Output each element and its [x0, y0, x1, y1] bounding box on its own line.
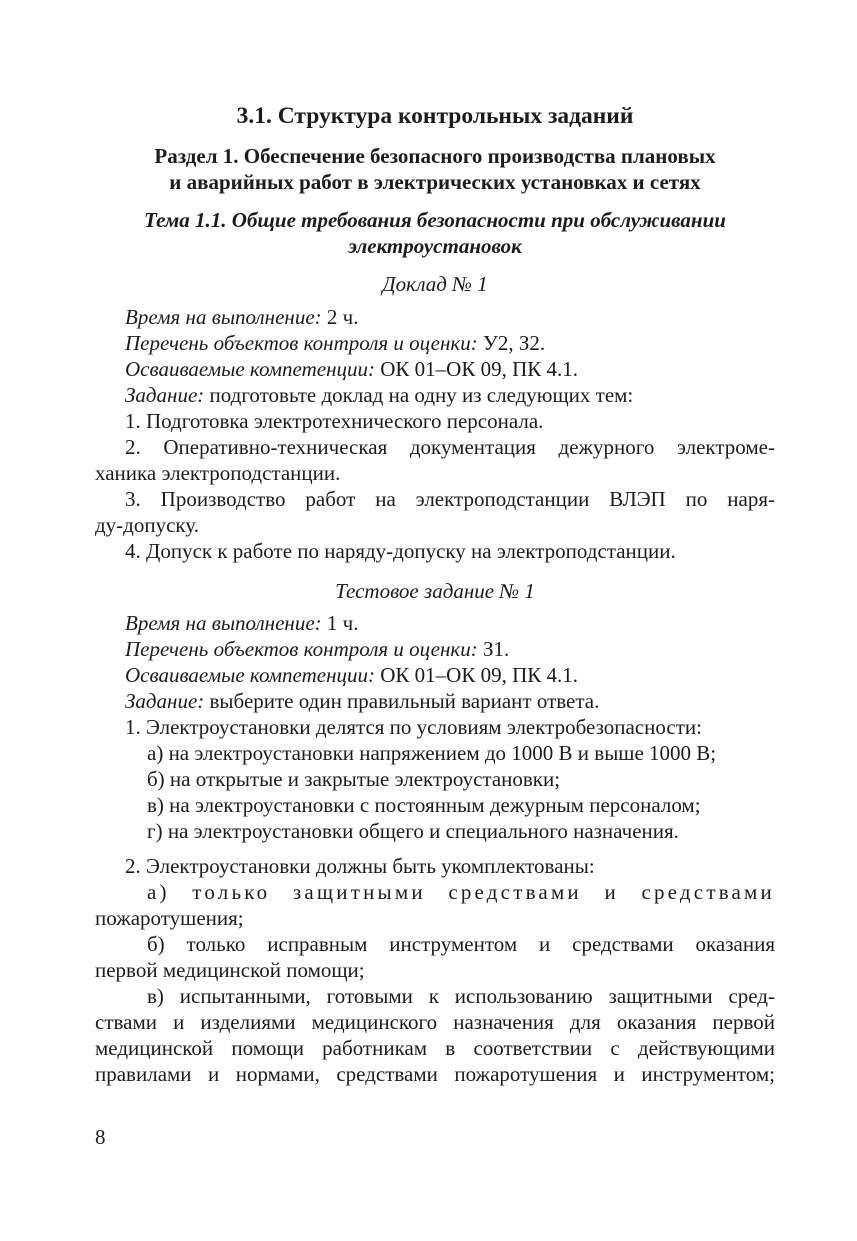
- question-1-option-d: г) на электроустановки общего и специального назначения.: [147, 819, 679, 843]
- report-competencies: [95, 356, 775, 382]
- question-2-option-b-line-2: первой медицинской помощи;: [95, 958, 365, 982]
- report-competencies-label: Осваиваемые компетенции:: [125, 357, 375, 381]
- report-topic-1: 1. Подготовка электротехнического персонала.: [125, 409, 544, 433]
- part-title-line-1: Раздел 1. Обеспечение безопасного производства плановых: [154, 144, 716, 168]
- test-time-value: 1 ч.: [321, 611, 359, 635]
- question-1-option-c: в) на электроустановки с постоянным дежурным персоналом;: [147, 793, 701, 817]
- test-task-value: выберите один правильный вариант ответа.: [204, 689, 600, 713]
- test-objects-label: Перечень объектов контроля и оценки:: [125, 637, 478, 661]
- report-task-value: подготовьте доклад на одну из следующих тем:: [204, 383, 634, 407]
- page-number: 8: [95, 1125, 106, 1149]
- question-2-option-c-line-2: ствами и изделиями медицинского назначения для оказания первой: [95, 1010, 775, 1034]
- report-topic-3-line-1: 3. Производство работ на электроподстанции ВЛЭП по наря-: [125, 487, 775, 511]
- test-competencies-label: Осваиваемые компетенции:: [125, 663, 375, 687]
- report-time-label: Время на выполнение:: [125, 305, 322, 329]
- question-1-option-a: а) на электроустановки напряжением до 1000 В и выше 1000 В;: [147, 741, 717, 765]
- question-2-option-b-line-1: б) только исправным инструментом и средствами оказания: [147, 932, 775, 956]
- part-title-line-2: и аварийных работ в электрических установках и сетях: [169, 170, 701, 194]
- report-topic-4: 4. Допуск к работе по наряду-допуску на электроподстанции.: [125, 539, 676, 563]
- section-title: 3.1. Структура контрольных заданий: [236, 103, 634, 129]
- question-2-option-c-line-4: правилами и нормами, средствами пожаротушения и инструментом;: [95, 1062, 775, 1086]
- report-task: [95, 382, 775, 408]
- test-objects: [95, 636, 775, 662]
- test-objects-value: З1.: [477, 637, 510, 661]
- report-topic-2-line-1: 2. Оперативно-техническая документация дежурного электроме-: [125, 435, 775, 459]
- question-2-option-c-line-3: медицинской помощи работникам в соответствии с действующими: [95, 1036, 775, 1060]
- question-2: 2. Электроустановки должны быть укомплектованы:: [125, 854, 595, 878]
- report-objects-label: Перечень объектов контроля и оценки:: [125, 331, 478, 355]
- test-time: [95, 610, 775, 636]
- question-2-option-a-line-2: пожаротушения;: [95, 906, 244, 930]
- test-competencies-value: ОК 01–ОК 09, ПК 4.1.: [375, 663, 579, 687]
- report-task-label: Задание:: [125, 383, 205, 407]
- question-1-option-b: б) на открытые и закрытые электроустановки;: [147, 767, 561, 791]
- test-title: Тестовое задание № 1: [335, 579, 535, 603]
- test-task: [95, 688, 775, 714]
- question-2-option-a-line-1: а) только защитными средствами и средствами: [147, 880, 775, 904]
- report-objects: [95, 330, 775, 356]
- report-objects-value: У2, З2.: [477, 331, 546, 355]
- report-topic-3-line-2: ду-допуску.: [95, 513, 199, 537]
- question-2-option-c-line-1: в) испытанными, готовыми к использованию защитными сред-: [147, 984, 775, 1008]
- topic-title-line-2: электроустановок: [348, 234, 522, 258]
- topic-title-line-1: Тема 1.1. Общие требования безопасности при обслуживании: [144, 208, 726, 232]
- test-task-label: Задание:: [125, 689, 205, 713]
- report-title: Доклад № 1: [382, 272, 488, 296]
- test-competencies: [95, 662, 775, 688]
- test-time-label: Время на выполнение:: [125, 611, 322, 635]
- question-1: 1. Электроустановки делятся по условиям электробезопасности:: [125, 715, 702, 739]
- report-time-value: 2 ч.: [321, 305, 359, 329]
- report-topic-2-line-2: ханика электроподстанции.: [95, 461, 341, 485]
- report-time: [95, 304, 775, 330]
- report-competencies-value: ОК 01–ОК 09, ПК 4.1.: [375, 357, 579, 381]
